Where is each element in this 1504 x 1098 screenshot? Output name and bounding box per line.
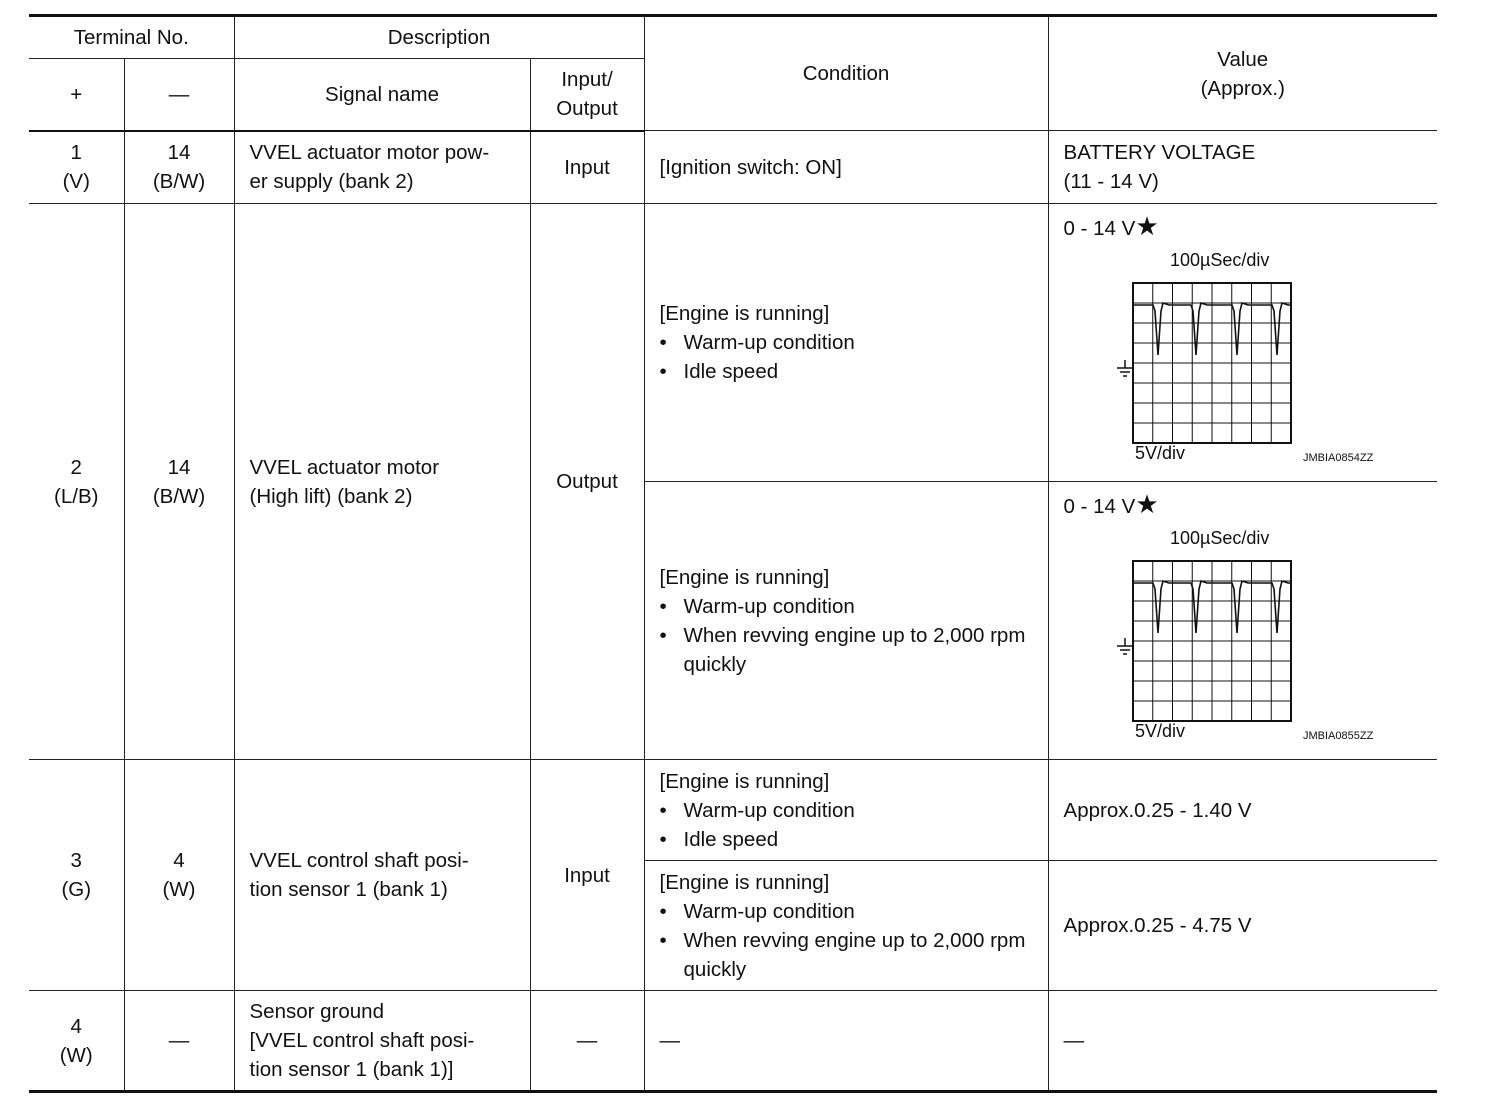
scope-ref-code: JMBIA0854ZZ	[1302, 452, 1373, 464]
header-value-line1: Value	[1217, 47, 1269, 71]
signal-name-cell	[234, 204, 530, 760]
terminal-plus-cell	[29, 204, 124, 760]
terminal-plus-text: 4	[70, 1014, 82, 1038]
input-output-text: Output	[556, 470, 618, 493]
terminal-minus-text: 4	[173, 849, 185, 872]
value-text	[1064, 490, 1438, 521]
condition-bullet	[660, 926, 1038, 984]
header-io-line2: Output	[556, 97, 618, 121]
header-value	[1048, 16, 1437, 131]
terminal-plus-text: (W)	[59, 1043, 93, 1067]
terminal-plus-cell	[29, 991, 124, 1092]
value-cell	[1048, 991, 1437, 1092]
input-output-cell	[530, 760, 644, 991]
condition-bullet	[660, 825, 1038, 854]
terminal-plus-text: 1	[70, 141, 82, 165]
value-text: —	[1063, 1029, 1085, 1052]
signal-name-text: Sensor ground	[249, 1000, 384, 1023]
bullet-dot: •	[659, 623, 667, 647]
value-cell	[1048, 204, 1437, 482]
terminal-plus-cell	[29, 131, 124, 204]
value-cell	[1048, 131, 1437, 204]
input-output-text: Input	[564, 155, 610, 179]
header-condition: Condition	[644, 16, 1048, 131]
ground-symbol-icon	[1117, 638, 1133, 654]
header-value-line2: (Approx.)	[1200, 76, 1285, 100]
table-body	[29, 131, 1437, 1092]
bullet-text: Warm-up condition	[683, 798, 855, 822]
terminal-plus-text: (G)	[61, 878, 92, 901]
terminal-minus-text: (W)	[162, 878, 196, 901]
terminal-minus-text: 14	[167, 141, 191, 165]
header-terminal-no: Terminal No.	[29, 16, 234, 59]
condition-bullet	[660, 357, 1038, 386]
signal-name-text: er supply (bank 2)	[249, 170, 414, 194]
value-text: Approx.0.25 - 1.40 V	[1063, 798, 1252, 822]
scope-timebase-label: 100µSec/div	[1169, 528, 1269, 548]
header-description: Description	[234, 16, 644, 59]
terminal-minus-cell	[124, 204, 234, 760]
condition-bullet	[660, 897, 1038, 926]
value-cell	[1048, 861, 1437, 991]
table-row	[29, 991, 1437, 1092]
scope-volts-label: 5V/div	[1134, 443, 1185, 463]
input-output-cell	[530, 204, 644, 760]
condition-text: [Engine is running]	[659, 870, 830, 894]
terminal-minus-cell	[124, 991, 234, 1092]
condition-bullet	[660, 621, 1038, 679]
terminal-plus-text: 2	[70, 455, 82, 479]
terminal-minus-text: 14	[167, 455, 191, 479]
signal-name-cell	[234, 131, 530, 204]
value-cell	[1048, 482, 1437, 760]
scope-volts-label: 5V/div	[1134, 721, 1185, 741]
header-io-line1: Input/	[561, 68, 613, 92]
bullet-text: Idle speed	[683, 827, 779, 851]
bullet-dot: •	[659, 331, 667, 354]
input-output-cell	[530, 991, 644, 1092]
terminal-minus-text: —	[168, 1029, 190, 1052]
terminal-plus-text: 3	[70, 849, 82, 872]
input-output-cell	[530, 131, 644, 204]
bullet-text: Warm-up condition	[683, 594, 855, 618]
terminal-minus-text: (B/W)	[152, 170, 206, 194]
signal-name-cell	[234, 760, 530, 991]
bullet-dot: •	[659, 360, 667, 383]
terminal-spec-table	[29, 14, 1437, 1093]
value-range: 0 - 14 V	[1063, 217, 1136, 240]
bullet-text: Warm-up condition	[683, 331, 855, 354]
value-text: Approx.0.25 - 4.75 V	[1063, 914, 1252, 937]
terminal-minus-cell	[124, 131, 234, 204]
signal-name-text: (High lift) (bank 2)	[249, 484, 413, 508]
star-icon: ★	[1135, 211, 1159, 241]
value-text: (11 - 14 V)	[1063, 170, 1159, 193]
table-row	[29, 760, 1437, 861]
oscilloscope-waveform	[1064, 523, 1373, 759]
terminal-minus-cell	[124, 760, 234, 991]
header-input-output	[530, 59, 644, 131]
bullet-text: When revving engine up to 2,000 rpm quickly	[683, 928, 1026, 981]
bullet-dot: •	[659, 594, 667, 618]
signal-name-cell	[234, 991, 530, 1092]
table-row	[29, 131, 1437, 204]
bullet-dot: •	[659, 928, 667, 952]
condition-cell	[644, 204, 1048, 482]
condition-cell	[644, 131, 1048, 204]
condition-bullet	[660, 328, 1038, 357]
header-signal-name: Signal name	[234, 59, 530, 131]
condition-bullet	[660, 796, 1038, 825]
value-text	[1064, 212, 1438, 243]
signal-name-text: VVEL actuator motor	[249, 455, 440, 479]
condition-text: [Ignition switch: ON]	[659, 155, 842, 179]
signal-name-text: tion sensor 1 (bank 1)	[249, 878, 448, 901]
value-cell	[1048, 760, 1437, 861]
condition-cell	[644, 482, 1048, 760]
table-row	[29, 204, 1437, 482]
oscilloscope-waveform	[1064, 245, 1373, 481]
signal-name-text: tion sensor 1 (bank 1)]	[249, 1058, 454, 1081]
input-output-text: —	[576, 1029, 598, 1052]
bullet-dot: •	[659, 899, 667, 923]
star-icon: ★	[1135, 489, 1159, 519]
signal-name-text: VVEL actuator motor pow-	[249, 141, 490, 165]
condition-text: [Engine is running]	[659, 565, 830, 589]
bullet-text: When revving engine up to 2,000 rpm quickly	[683, 623, 1026, 676]
scope-timebase-label: 100µSec/div	[1169, 250, 1269, 270]
terminal-minus-text: (B/W)	[152, 484, 206, 508]
condition-text: —	[659, 1029, 681, 1052]
scope-ref-code: JMBIA0855ZZ	[1302, 730, 1373, 742]
terminal-plus-cell	[29, 760, 124, 991]
terminal-plus-text: (V)	[62, 170, 90, 194]
condition-cell	[644, 760, 1048, 861]
header-plus: +	[29, 59, 124, 131]
signal-name-text: VVEL control shaft posi-	[249, 849, 469, 872]
input-output-text: Input	[564, 863, 610, 887]
condition-text: [Engine is running]	[659, 302, 830, 325]
bullet-text: Warm-up condition	[683, 899, 855, 923]
condition-cell	[644, 861, 1048, 991]
bullet-text: Idle speed	[683, 360, 779, 383]
terminal-plus-text: (L/B)	[54, 484, 99, 508]
bullet-dot: •	[659, 798, 667, 822]
signal-name-text: [VVEL control shaft posi-	[249, 1029, 475, 1052]
bullet-dot: •	[659, 827, 667, 851]
ground-symbol-icon	[1117, 360, 1133, 376]
condition-cell	[644, 991, 1048, 1092]
condition-text: [Engine is running]	[659, 769, 830, 793]
value-range: 0 - 14 V	[1063, 495, 1136, 518]
condition-bullet	[660, 592, 1038, 621]
value-text: BATTERY VOLTAGE	[1063, 141, 1256, 164]
header-minus: —	[124, 59, 234, 131]
